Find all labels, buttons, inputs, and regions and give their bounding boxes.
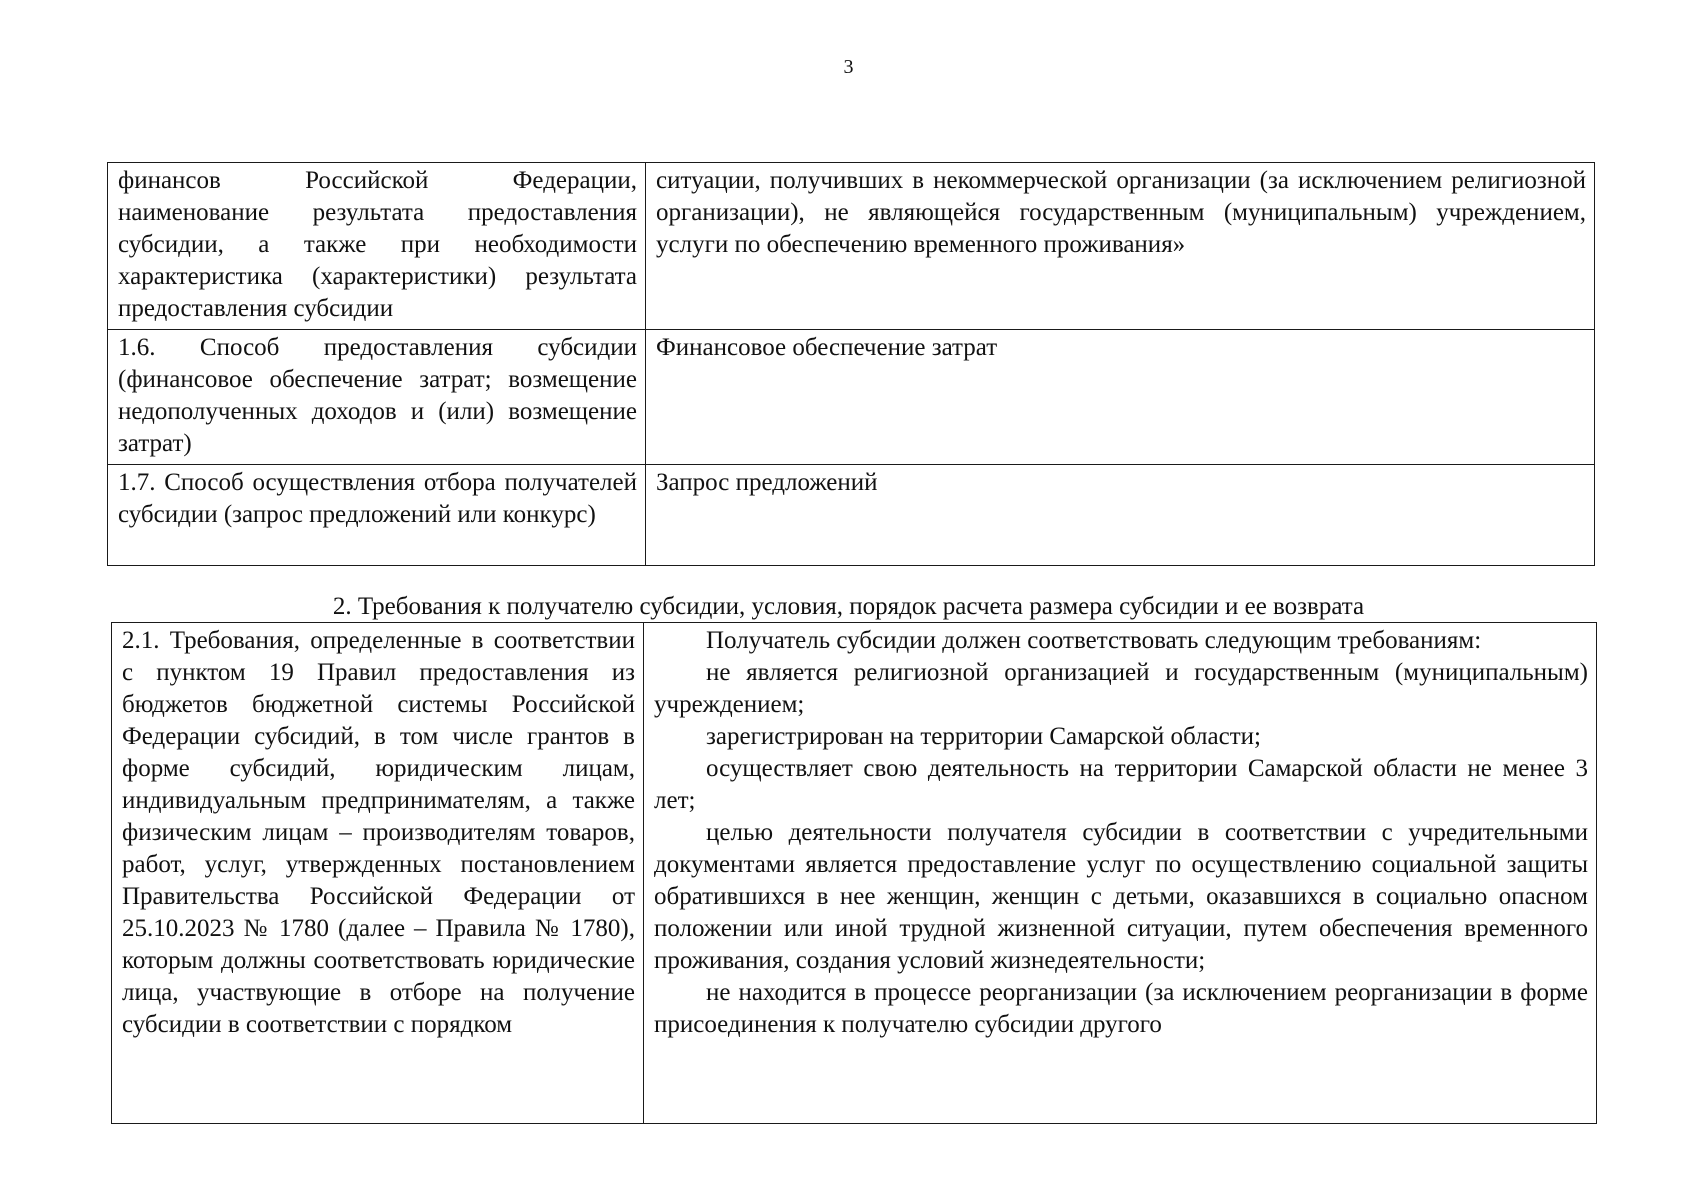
- requirement-paragraph: зарегистрирован на территории Самарской области;: [706, 723, 1261, 750]
- table-row: [112, 623, 1597, 1124]
- cell-text: 2.1. Требования, определенные в соответствии с пунктом 19 Правил предоставления из бюджетов бюджетной системы Российской Федерации субсидий, в том числе грантов в форме субсидий, юридическим лицам, индивидуальным предпринимателям, а также физическим лицам – производителям товаров, работ, услуг, утвержденных постановлением Правительства Российской Федерации от 25.10.2023 № 1780 (далее – Правила № 1780), которым должны соответствовать юридические лица, участвующие в отборе на получение субсидии в соответствии с порядком: [122, 627, 635, 1038]
- requirement-paragraph: осуществляет свою деятельность на территории Самарской области не менее 3 лет;: [654, 755, 1588, 814]
- table-cell-value: [646, 465, 1595, 566]
- requirement-paragraph: не является религиозной организацией и государственным (муниципальным) учреждением;: [654, 659, 1588, 718]
- cell-text: 1.6. Способ предоставления субсидии (финансовое обеспечение затрат; возмещение недополученных доходов и (или) возмещение затрат): [118, 334, 637, 457]
- cell-text: Финансовое обеспечение затрат: [656, 334, 998, 361]
- section-heading: 2. Требования к получателю субсидии, условия, порядок расчета размера субсидии и ее возврата: [332, 593, 1365, 620]
- table-cell-value: [646, 163, 1595, 330]
- table-cell-value: [646, 330, 1595, 465]
- table-cell-label: [108, 465, 646, 566]
- cell-text: финансов Российской Федерации, наименование результата предоставления субсидии, а также при необходимости характеристика (характеристики) результата предоставления субсидии: [118, 167, 637, 322]
- requirements-table: [111, 622, 1597, 1124]
- table-cell-value: [644, 623, 1597, 1124]
- subsidy-info-table: [107, 162, 1595, 566]
- cell-text: Запрос предложений: [656, 469, 878, 496]
- table-row: [108, 330, 1595, 465]
- requirement-paragraph: не находится в процессе реорганизации (за исключением реорганизации в форме присоединения к получателю субсидии другого: [654, 979, 1588, 1038]
- cell-text: ситуации, получивших в некоммерческой организации (за исключением религиозной организации), не являющейся государственным (муниципальным) учреждением, услуги по обеспечению временного проживания»: [656, 167, 1586, 258]
- table-cell-label: [108, 163, 646, 330]
- table-cell-label: [108, 330, 646, 465]
- table-row: [108, 465, 1595, 566]
- cell-text: 1.7. Способ осуществления отбора получателей субсидии (запрос предложений или конкурс): [118, 469, 637, 528]
- requirement-paragraph: Получатель субсидии должен соответствовать следующим требованиям:: [706, 627, 1482, 654]
- requirement-paragraph: целью деятельности получателя субсидии в соответствии с учредительными документами является предоставление услуг по осуществлению социальной защиты обратившихся в нее женщин, женщин с детьми, оказавшихся в социально опасном положении или иной трудной жизненной ситуации, путем обеспечения временного проживания, создания условий жизнедеятельности;: [654, 819, 1588, 974]
- table-cell-label: [112, 623, 644, 1124]
- page-number: 3: [843, 56, 854, 78]
- table-row: [108, 163, 1595, 330]
